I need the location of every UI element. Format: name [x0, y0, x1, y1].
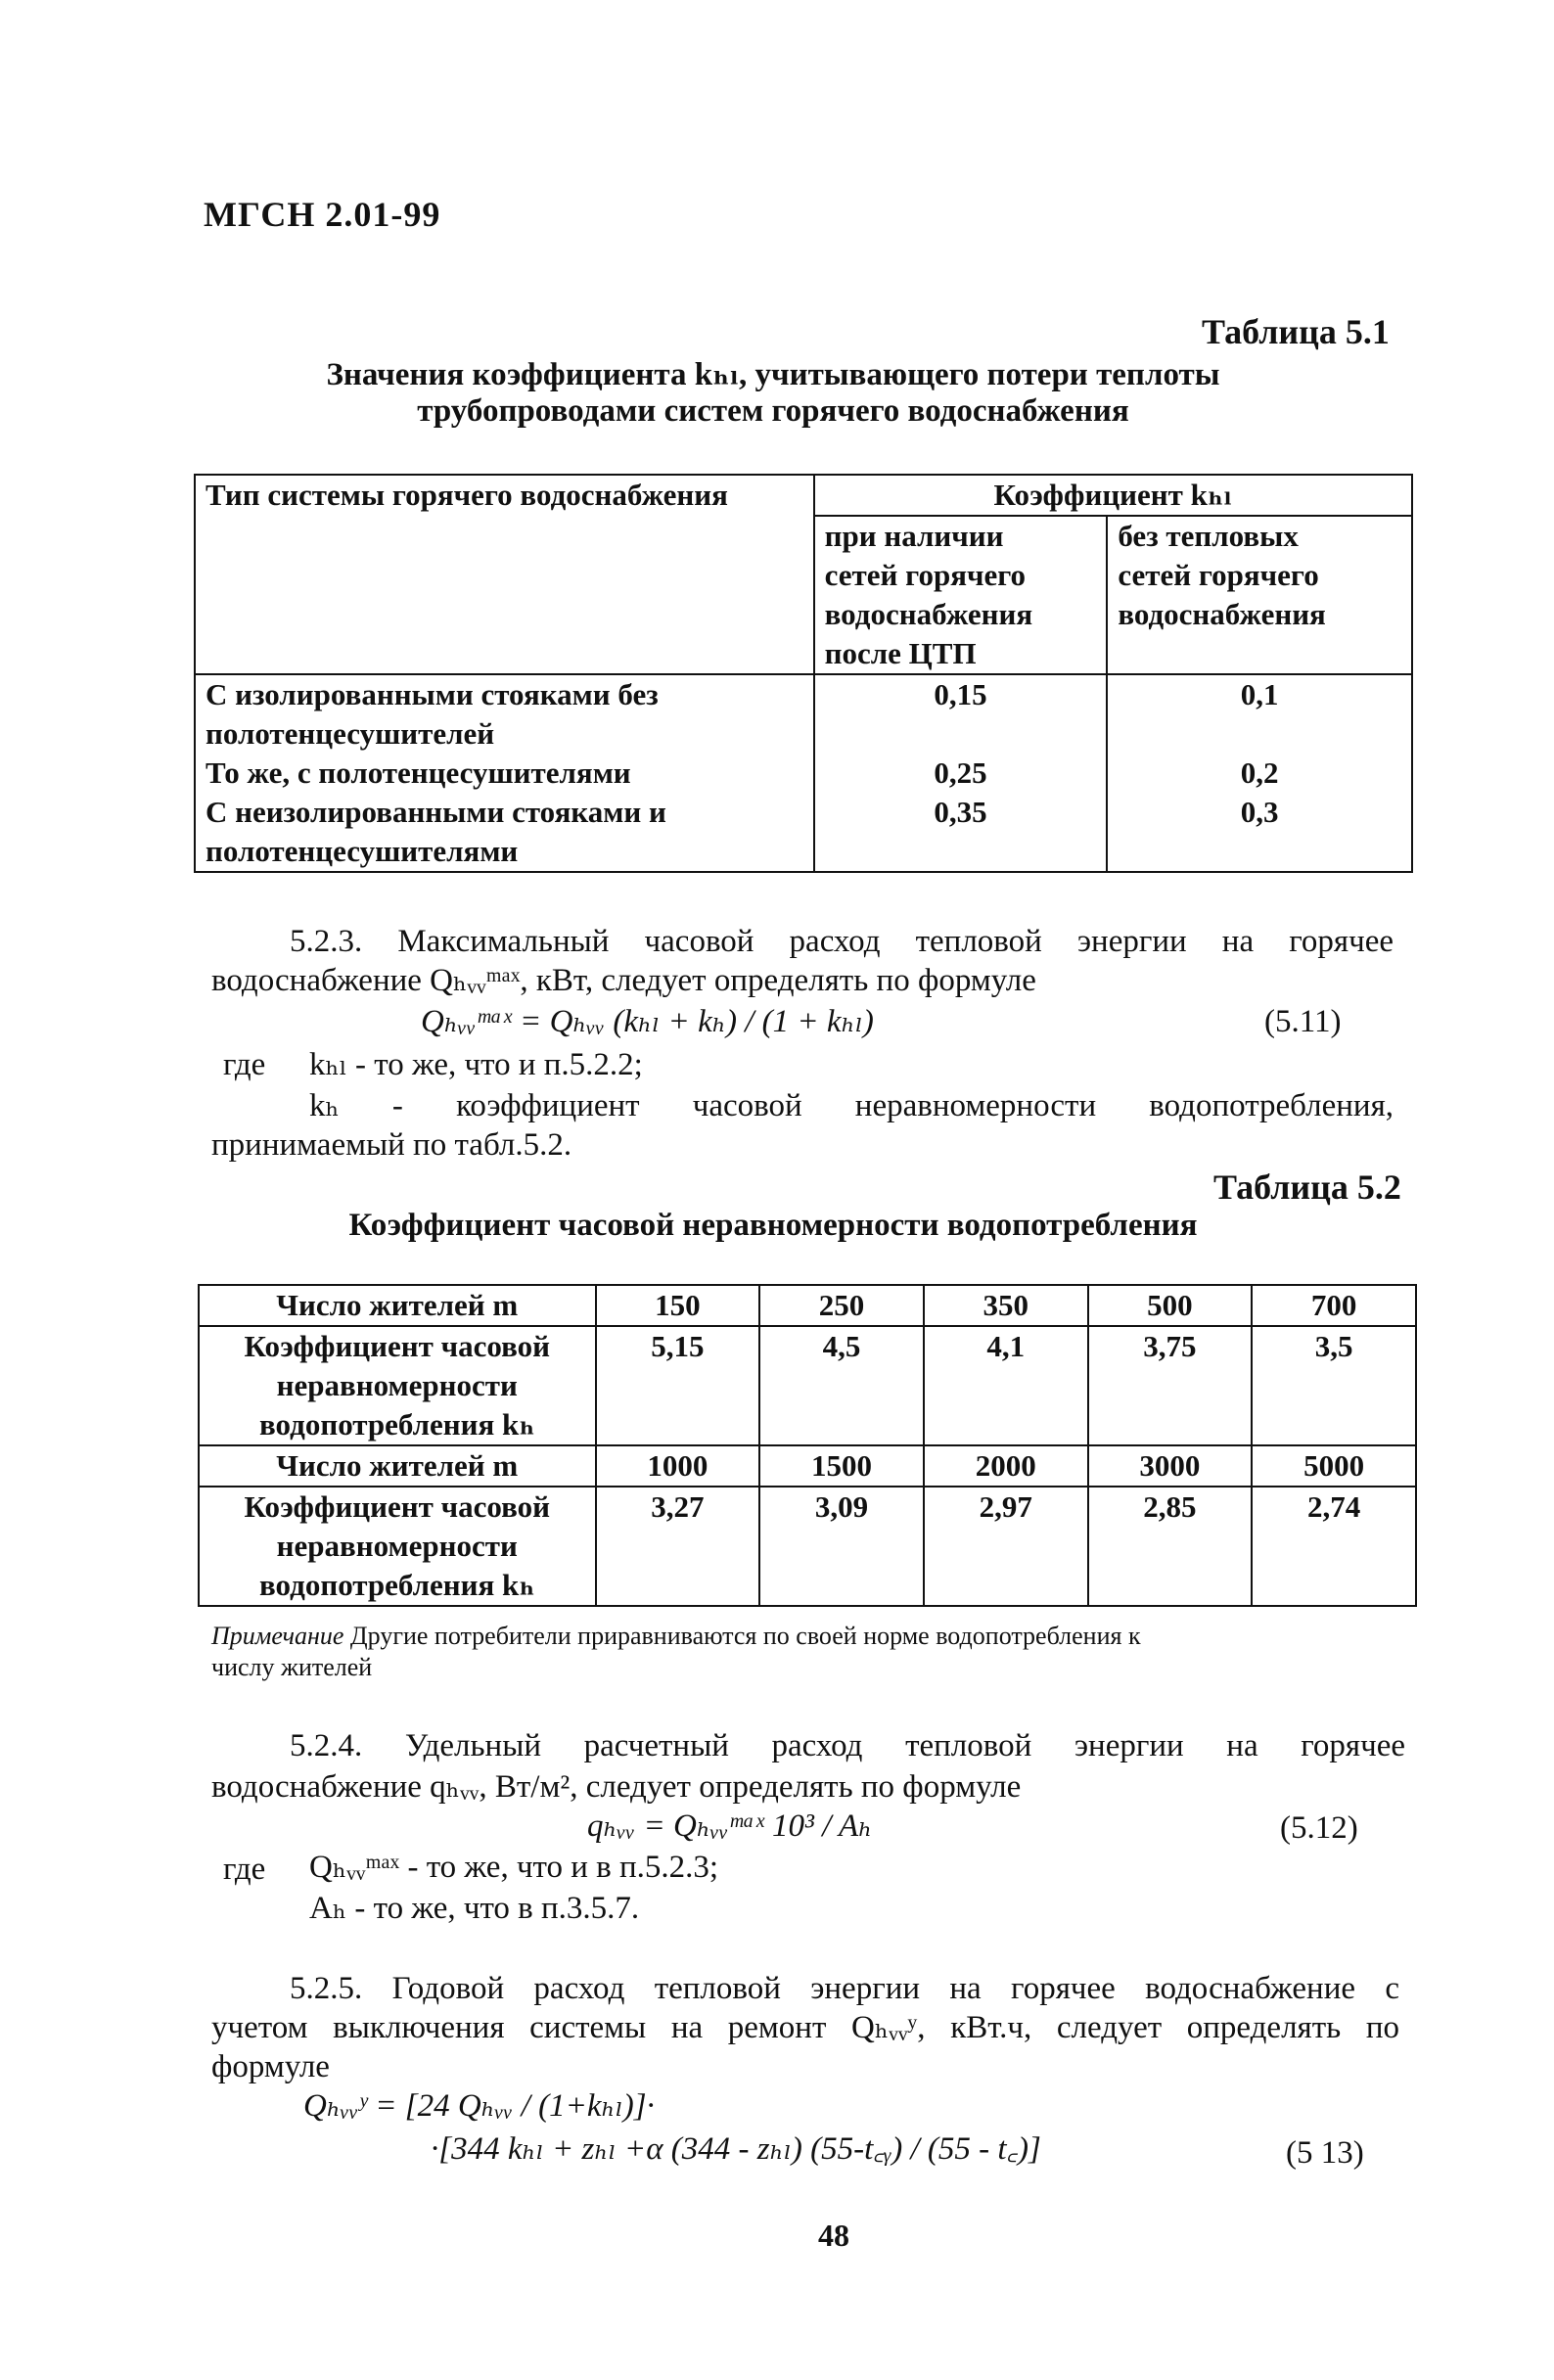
table-row: Коэффициент часовой неравномерности водопотребления kₕ 5,15 4,5 4,1 3,75 3,5: [199, 1326, 1416, 1445]
table2-head-k2: Коэффициент часовой неравномерности водопотребления kₕ: [199, 1487, 596, 1606]
p524-formula: qₕᵥᵥ = Qₕᵥᵥᵐᵃˣ 10³ / Aₕ: [587, 1808, 873, 1844]
table1-row1-v1: 0,15: [814, 674, 1108, 754]
p523-where: где: [223, 1047, 266, 1082]
p523-line1: 5.2.3. Максимальный часовой расход тепловой энергии на горячее: [290, 924, 1394, 959]
table1-row2-name: То же, с полотенцесушителями: [195, 754, 814, 793]
table1-row2-v2: 0,2: [1107, 754, 1412, 793]
table-row: Число жителей m 150 250 350 500 700: [199, 1285, 1416, 1326]
table1-row3-v1: 0,35: [814, 793, 1108, 872]
table-5-2: [198, 1284, 1417, 1607]
table1-label: Таблица 5.1: [1202, 312, 1390, 351]
p525-eqno: (5 13): [1286, 2135, 1364, 2171]
table1-title-line1: Значения коэффициента kₕₗ, учитывающего потери теплоты: [326, 357, 1220, 392]
p523-def1: kₕₗ - то же, что и п.5.2.2;: [309, 1047, 643, 1082]
table2-head-m1: Число жителей m: [199, 1285, 596, 1326]
table1-row1-name: С изолированными стояками без полотенцесушителей: [195, 674, 814, 754]
table1-row3-v2: 0,3: [1107, 793, 1412, 872]
table1-sub-without: без тепловых сетей горячего водоснабжения: [1107, 516, 1412, 674]
p524-where: где: [223, 1852, 266, 1887]
table-row: [195, 674, 1412, 754]
p524-line2: водоснабжение qₕᵥᵥ, Вт/м², следует определять по формуле: [211, 1769, 1022, 1805]
document-header: МГСН 2.01-99: [204, 195, 441, 234]
p525-line1: 5.2.5. Годовой расход тепловой энергии на горячее водоснабжение с: [290, 1971, 1399, 2006]
note-label: Примечание: [211, 1622, 344, 1650]
p525-formula1: Qₕᵥᵥʸ = [24 Qₕᵥᵥ / (1+kₕₗ)]·: [303, 2088, 655, 2124]
p523-def2b: принимаемый по табл.5.2.: [211, 1127, 572, 1163]
table-5-1: [194, 474, 1413, 873]
table1-row3-name: С неизолированными стояками и полотенцесушителями: [195, 793, 814, 872]
p524-def1: Qₕᵥᵥᵐᵃˣ - то же, что и в п.5.2.3;: [309, 1850, 719, 1885]
table-row: [195, 754, 1412, 793]
p523-line2: водоснабжение Qₕᵥᵥᵐᵃˣ, кВт, следует определять по формуле: [211, 963, 1036, 998]
table1-head-type: Тип системы горячего водоснабжения: [195, 475, 814, 674]
note-text2: числу жителей: [211, 1653, 373, 1681]
p523-eqno: (5.11): [1264, 1004, 1342, 1039]
table-row: Число жителей m 1000 1500 2000 3000 5000: [199, 1445, 1416, 1487]
note-text: Другие потребители приравниваются по своей норме водопотребления к: [349, 1622, 1141, 1650]
table2-title: Коэффициент часовой неравномерности водопотребления: [348, 1208, 1198, 1243]
page-number: 48: [818, 2218, 849, 2253]
table-row: Коэффициент часовой неравномерности водопотребления kₕ 3,27 3,09 2,97 2,85 2,74: [199, 1487, 1416, 1606]
table2-note: [211, 1621, 1415, 1683]
p524-def2: Aₕ - то же, что в п.3.5.7.: [309, 1891, 640, 1926]
table2-head-m2: Число жителей m: [199, 1445, 596, 1487]
p523-def2a: kₕ - коэффициент часовой неравномерности водопотребления,: [309, 1088, 1394, 1123]
p524-line1: 5.2.4. Удельный расчетный расход тепловой энергии на горячее: [290, 1728, 1405, 1763]
table-row: [195, 793, 1412, 872]
p525-line3: формуле: [211, 2049, 330, 2084]
p523-formula: Qₕᵥᵥᵐᵃˣ = Qₕᵥᵥ (kₕₗ + kₕ) / (1 + kₕₗ): [421, 1004, 874, 1039]
table1-sub-with-ctp: при наличии сетей горячего водоснабжения после ЦТП: [814, 516, 1108, 674]
p525-formula2: ·[344 kₕₗ + zₕₗ +α (344 - zₕₗ) (55-t꜀ᵧ) / (55 - t꜀)]: [431, 2131, 1041, 2167]
table1-row2-v1: 0,25: [814, 754, 1108, 793]
table1-head-coef: Коэффициент kₕₗ: [814, 475, 1412, 516]
table2-head-k1: Коэффициент часовой неравномерности водопотребления kₕ: [199, 1326, 596, 1445]
table1-row1-v2: 0,1: [1107, 674, 1412, 754]
p525-line2: учетом выключения системы на ремонт Qₕᵥᵥʸ, кВт.ч, следует определять по: [211, 2010, 1399, 2045]
table1-title-line2: трубопроводами систем горячего водоснабжения: [417, 393, 1129, 429]
p524-eqno: (5.12): [1280, 1810, 1358, 1846]
table2-label: Таблица 5.2: [1213, 1167, 1401, 1207]
